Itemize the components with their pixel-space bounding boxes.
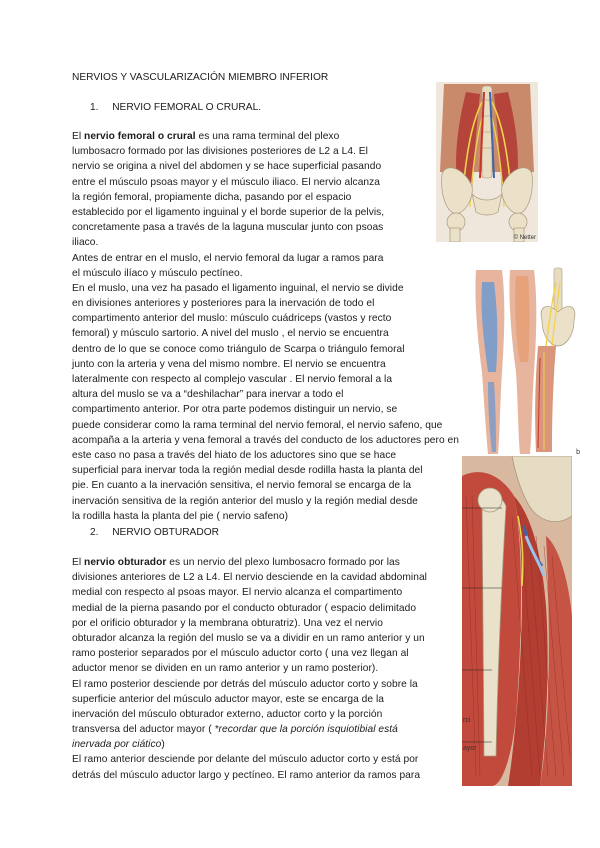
section2-line [72,707,427,722]
section1-line [72,387,459,402]
section1-line-text: pie. En cuanto a la inervación sensitiva, el nervio femoral se encarga de la [72,480,412,492]
section1-line [72,205,459,220]
section1-line-text: junto con la arteria y vena del mismo nombre. El nervio se encuentra [72,358,386,370]
section1-line [72,478,459,493]
section1-line-text: femoral) y músculo sartorio. A nivel del muslo , el nervio se encuentra [72,328,389,340]
section2-line [72,768,427,783]
section1-line-text: este caso no pasa a través del hiato de los aductores sino que se hace [72,449,397,461]
section2-line [72,631,427,646]
section2-line-text: detrás del músculo aductor largo y pectíneo. El ramo anterior da ramos para [72,769,421,781]
section2-line [72,570,427,585]
section1-line [72,418,459,433]
section1-line-text: compartimento anterior del muslo: músculo cuádriceps (vastos y recto [72,313,392,325]
section2-line-text: inervación del músculo obturador externo, aductor corto y la porción [72,708,383,720]
section1-line-text: Antes de entrar en el muslo, el nervio femoral da lugar a ramos para [72,252,384,264]
section1-line-text: acompaña a la arteria y vena femoral a través del conducto de los aductores pero en [72,434,459,446]
figure1-credit: © Netter [513,235,536,241]
section1-line [72,463,459,478]
leg-innervation-illustration [472,262,580,460]
section2-line-text: El ramo posterior desciende por detrás del músculo aductor corto y sobre la [72,678,418,690]
section1-number: 1. [90,102,99,113]
section1-line [72,159,459,174]
section2-line-text: medial de la pierna pasando por el conducto obturador ( espacio delimitado [72,602,417,614]
section1-line-text: iliaco. [72,237,99,249]
section1-line-text: lateralmente con respecto al complejo vascular . El nervio femoral a la [72,374,393,385]
section1-line [72,509,459,524]
section1-line-post: es una rama terminal del plexo [195,131,340,142]
section1-line [72,357,459,372]
section2-line-italic: inervada por ciático [72,739,162,751]
section1-line-text: lumbosacro formado por las divisiones posteriores de L2 a L4. El [72,146,368,158]
section2-line [72,555,427,570]
section1-line [72,220,459,235]
lumbar-plexus-illustration [436,82,538,242]
section1-line [72,342,459,357]
section2-line [72,661,427,676]
section1-line-text: establecido por el ligamento inguinal y el borde superior de la pelvis, [72,206,385,218]
figure3-label-1: rci [463,717,471,724]
section2-line [72,737,427,752]
section2-line-italic: *recordar que la porción isquiotibial está [214,724,398,736]
section2-line-text: El ramo anterior desciende por delante del músculo aductor corto y está por [72,754,419,766]
section1-line-text: altura del muslo se va a “deshilachar” para inervar a todo el [72,389,344,401]
section1-line [72,190,459,205]
section1-line [72,251,459,266]
section2-line-text: por el orificio obturador y la membrana obturatriz). Una vez el nervio [72,617,383,629]
section2-line-bold: nervio obturador [84,557,167,568]
section1-line [72,281,459,296]
section1-line-text: entre el músculo psoas mayor y el músculo iliaco. El nervio alcanza [72,176,380,188]
section2-line [72,752,427,767]
section2-line-pre: transversa del aductor mayor ( [72,724,215,736]
document-title: NERVIOS Y VASCULARIZACIÓN MIEMBRO INFERIOR [72,72,329,83]
section2-number: 2. [90,527,99,538]
section1-line [72,494,459,509]
section2-line [72,722,427,737]
section2-line-post: es un nervio del plexo lumbosacro formado por las [166,557,400,568]
section1-line [72,311,459,326]
section2-line [72,601,427,616]
section1-line-text: compartimento anterior. Por otra parte podemos distinguir un nervio, se [72,404,398,416]
section2-line-text: aductor menor se dividen en un ramo anterior y un ramo posterior). [72,663,379,675]
section1-line-text: la rodilla hasta la planta del pie ( nervio safeno) [72,510,289,522]
section1-line [72,433,459,448]
section2-body [72,555,427,783]
section2-line-text: superficie anterior del músculo aductor mayor, este se encarga de la [72,693,385,705]
section1-line [72,326,459,341]
section2-line [72,616,427,631]
section1-heading [90,102,261,113]
section2-line-post: ) [161,739,165,751]
section1-line-bold: nervio femoral o crural [84,131,196,142]
section1-line-text: puede considerar como la rama terminal del nervio femoral, el nervio safeno, que [72,419,443,431]
section1-line [72,402,459,417]
section1-line [72,448,459,463]
section2-line [72,677,427,692]
section2-heading [90,527,219,538]
section1-line [72,175,459,190]
figure3-label-2: ayor [463,745,477,752]
section1-line-pre: El [72,131,85,142]
section2-line-text: obturador alcanza la región del muslo se va a dividir en un ramo anterior y un [72,632,425,644]
section2-line [72,692,427,707]
section1-line-text: el músculo ilíaco y músculo pectíneo. [72,267,243,279]
section1-line-text: en divisiones anteriores y posteriores para la inervación de todo el [72,298,375,310]
section2-line [72,585,427,600]
section1-line-text: superficial para inervar toda la región medial desde rodilla hasta la planta del [72,465,423,477]
section1-line-text: inervación sensitiva de la región anterior del muslo y la región medial desde [72,495,418,507]
section1-line-text: concretamente pasa a través de la laguna muscular junto con psoas [72,222,384,234]
section2-line-pre: El [72,557,85,568]
section1-line-text: dentro de lo que se conoce como triángulo de Scarpa o triángulo femoral [72,343,405,355]
section1-body [72,129,459,524]
section1-line-text: la región femoral, propiamente dicha, pasando por el espacio [72,191,352,203]
section2-line-text: medial con respecto al psoas mayor. El nervio alcanza el compartimento [72,587,403,599]
section1-line-text: En el muslo, una vez ha pasado el ligamento inguinal, el nervio se divide [72,282,404,294]
section1-line [72,372,459,387]
section2-line [72,646,427,661]
section2-line-text: ramo posterior separados por el músculo aductor corto ( una vez llegan al [72,648,409,660]
section2-line-text: divisiones anteriores de L2 a L4. El nervio desciende en la cavidad abdominal [72,572,427,584]
section1-line [72,266,459,281]
section1-line [72,129,459,144]
figure2-mark: b [576,449,580,456]
section1-line [72,296,459,311]
section1-line-text: nervio se origina a nivel del abdomen y se hace superficial pasando [72,161,382,173]
thigh-muscles-illustration [462,456,572,786]
section2-title: NERVIO OBTURADOR [112,527,219,538]
section1-line [72,235,459,250]
section1-title: NERVIO FEMORAL O CRURAL. [112,102,262,113]
section1-line [72,144,459,159]
